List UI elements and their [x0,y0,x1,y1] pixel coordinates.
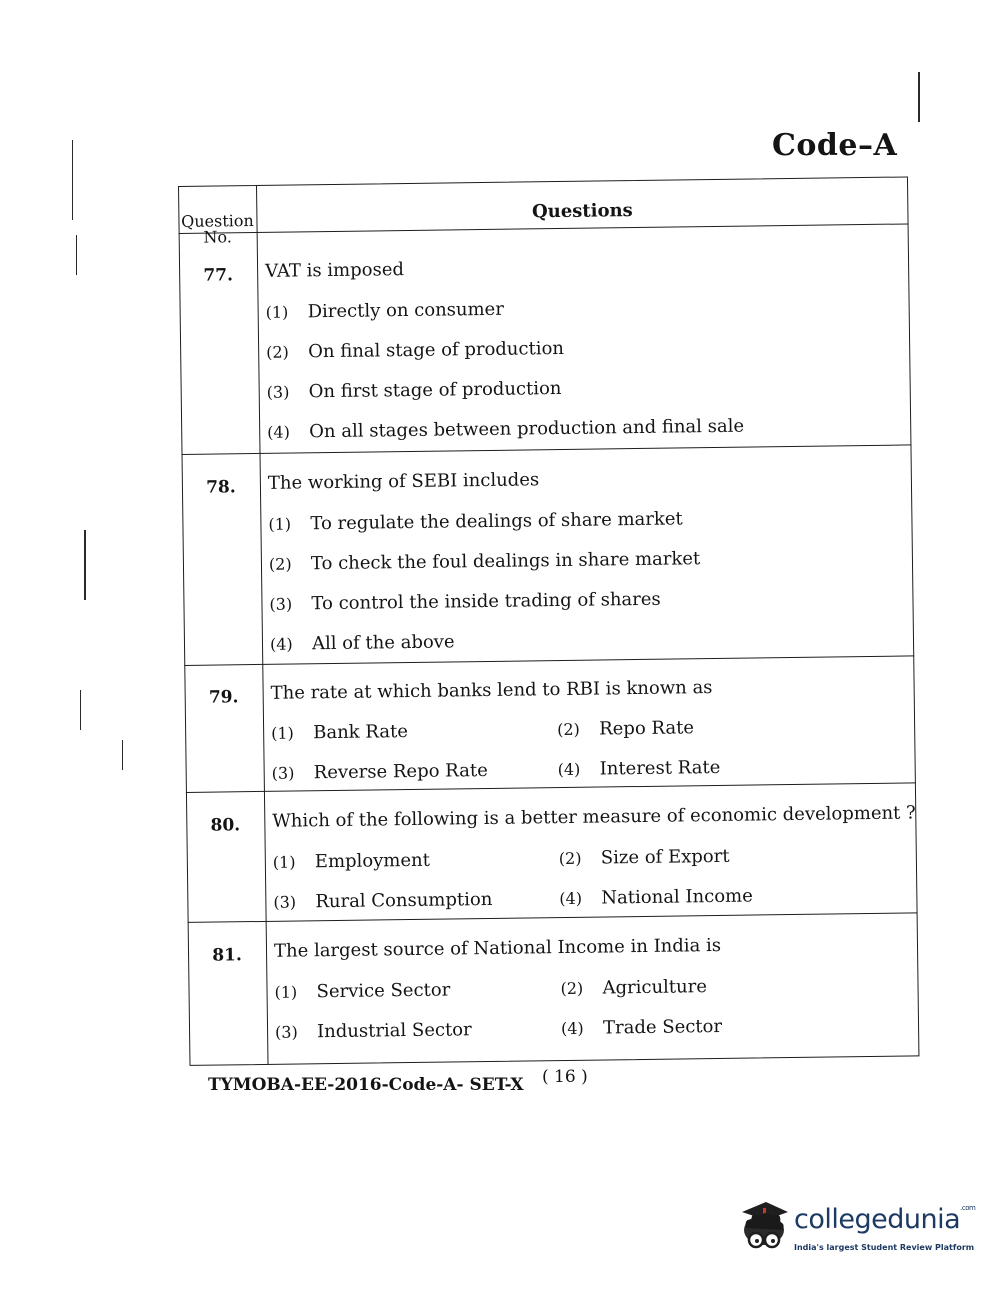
option-text: Industrial Sector [316,1019,472,1043]
option-number: (4) [559,888,583,909]
option-text: To control the inside trading of shares [311,588,661,615]
scan-edge-line [918,72,920,122]
question-number: 79. [208,687,239,708]
logo-tagline: India's largest Student Review Platform [794,1243,975,1252]
option-1 [266,299,504,323]
question-text: Which of the following is a better measure of economic development ? [272,802,916,832]
option-4 [561,1016,722,1039]
graduate-mascot-icon [736,1198,794,1260]
option-3 [272,760,488,784]
option-text: Rural Consumption [315,888,493,913]
question-number: 78. [206,477,236,498]
question-number: 81. [212,945,242,966]
option-3 [267,378,562,403]
question-text: The working of SEBI includes [267,469,540,494]
scan-edge-line [122,740,123,770]
option-number: (2) [558,848,582,869]
option-number: (4) [267,422,291,442]
option-2 [266,338,564,363]
footer-paper-code: TYMOBA-EE-2016-Code-A- SET-X [208,1075,524,1095]
option-1 [273,850,430,873]
option-text: Repo Rate [599,717,695,740]
header-question-no-line1: Question [181,211,254,231]
option-text: Trade Sector [602,1015,723,1039]
scan-edge-line [72,140,73,220]
option-text: On first stage of production [308,377,562,403]
option-text: Interest Rate [599,756,721,780]
option-text: Service Sector [316,979,451,1003]
option-number: (1) [268,514,292,534]
option-text: National Income [601,885,753,909]
option-2 [557,717,694,740]
header-question-no [180,213,254,246]
option-4 [270,631,455,654]
option-text: Directly on consumer [307,298,505,323]
option-4 [559,886,753,910]
question-text: The largest source of National Income in India is [273,934,722,962]
question-number: 80. [210,815,241,836]
option-number: (3) [266,382,290,402]
option-text: On all stages between production and final sale [309,415,745,443]
question-text: VAT is imposed [264,259,405,282]
scan-edge-line [76,235,77,275]
option-number: (1) [271,723,294,743]
paper-code-label: Code–A [772,128,898,163]
option-4 [558,757,721,780]
header-question-no-line2: No. [203,227,233,247]
option-number: (1) [265,302,289,322]
option-number: (4) [269,634,293,654]
option-1 [271,721,408,744]
option-3 [275,1019,472,1043]
option-number: (1) [272,852,296,872]
option-number: (3) [273,892,297,912]
option-text: To check the foul dealings in share market [310,548,701,575]
option-text: Size of Export [600,845,730,869]
option-number: (1) [274,982,298,1002]
scan-edge-line [80,690,81,730]
option-number: (2) [557,719,580,740]
option-number: (2) [266,342,289,362]
collegedunia-logo [736,1198,976,1260]
option-2 [559,846,730,869]
option-number: (2) [268,554,292,574]
option-number: (4) [560,1018,584,1039]
question-number: 77. [203,265,234,286]
logo-wordmark [794,1204,975,1235]
footer-page-number: ( 16 ) [542,1067,588,1087]
option-number: (3) [269,594,293,614]
option-3 [273,889,492,913]
option-2 [560,976,707,999]
logo-suffix: .com [960,1204,976,1212]
option-text: Bank Rate [313,721,409,744]
option-number: (3) [271,763,295,783]
option-text: All of the above [311,631,455,655]
option-text: To regulate the dealings of share market [310,508,683,535]
option-number: (4) [557,759,581,780]
option-text: Employment [314,849,431,873]
logo-name: collegedunia [794,1204,961,1235]
option-text: Reverse Repo Rate [313,759,488,784]
option-text: On final stage of production [308,337,565,363]
question-table [178,176,919,1065]
header-questions: Questions [531,200,633,223]
option-text: Agriculture [602,976,708,999]
scan-edge-line [84,530,86,600]
question-text: The rate at which banks lend to RBI is known as [270,677,713,704]
table-header [178,176,909,247]
option-1 [274,980,450,1003]
option-number: (3) [274,1022,298,1042]
option-number: (2) [560,978,584,999]
